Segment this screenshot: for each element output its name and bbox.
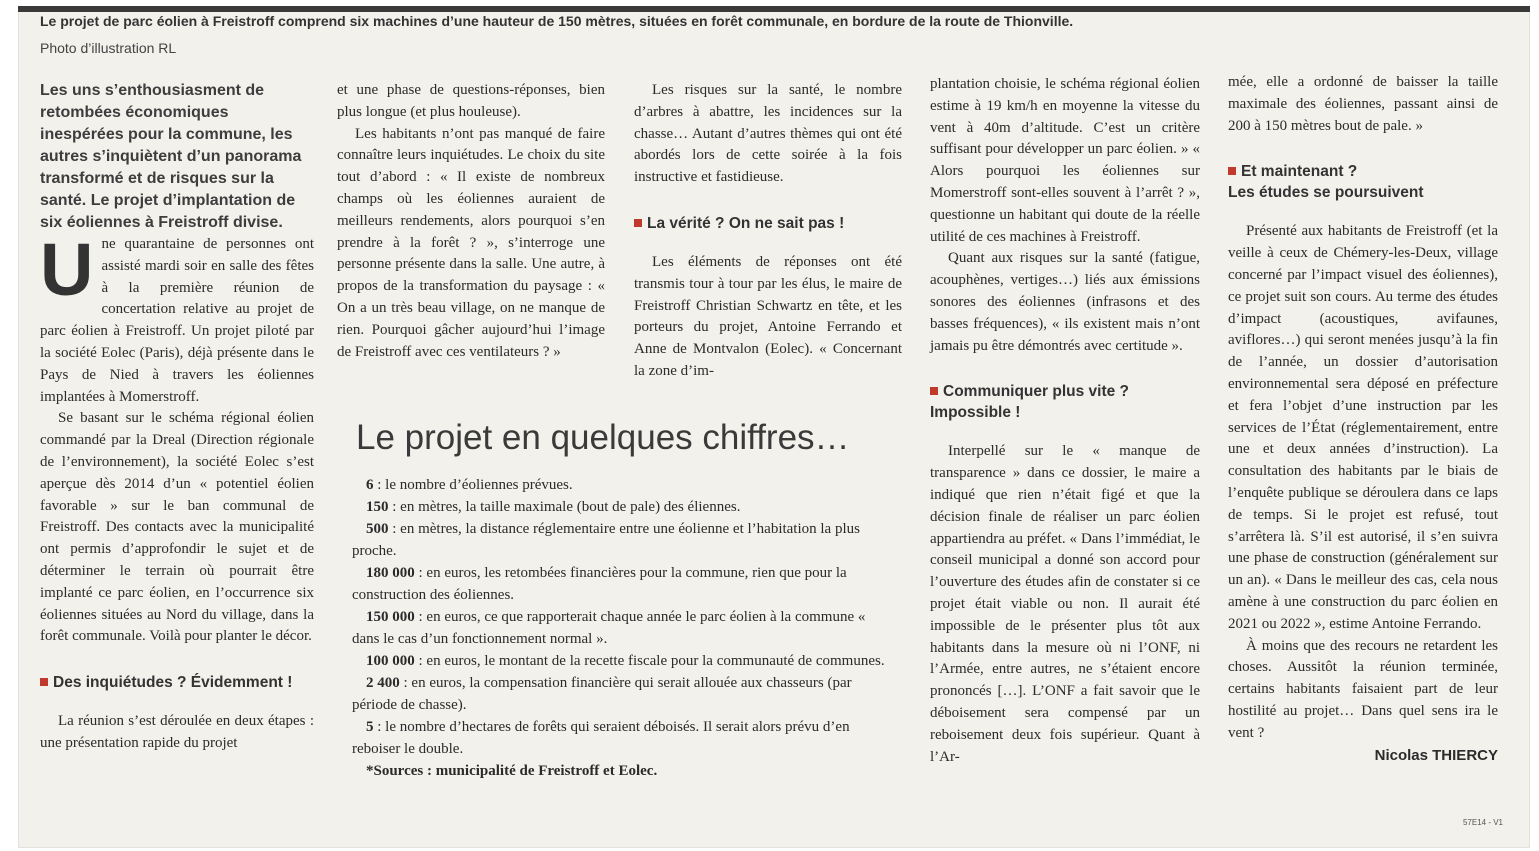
figure-item [352, 606, 896, 650]
subheading-text: Et maintenant ? [1241, 163, 1358, 181]
column-3 [634, 80, 902, 383]
drop-cap: U [40, 228, 94, 311]
figure-item [352, 474, 896, 496]
body-paragraph: Se basant sur le schéma régional éolien commandé par la Dreal (Direction régionale de l’environnement), la société Eolec s’est aperçue dès 2014 d’un « potentiel éolien favorable » sur le ban communal de Freistroff. Des contacts avec la municipalité ont permis d’approfondir le sujet et de déterminer le terrain où pourrait être implanté ce parc éolien, en l’occurrence six éoliennes situées au Nord du village, dans la forêt communale. Voilà pour planter le décor. [40, 410, 314, 645]
body-paragraph: Interpellé sur le « manque de transparence » dans ce dossier, le maire a indiqué que rien n’était figé et que la décision finale de réaliser un parc éolien appartiendra au préfet. « Dans l’immédiat, le conseil municipal a donné son accord pour l’ouverture des études afin de constater si ce projet était viable ou non. Il aurait été impossible de le présenter plus tôt aux habitants dans la mesure où ni l’ONF, ni l’Armée, entre autres, ne s’étaient encore prononcés […]. L’ONF a fait savoir que le déboisement sera compensé par un reboisement deux fois supérieur. Quant à l’Ar- [930, 443, 1200, 765]
figure-item [352, 518, 896, 562]
column-4 [930, 74, 1200, 768]
figure-text: : en euros, la compensation financière qui serait allouée aux chasseurs (par période de chasse). [352, 675, 852, 713]
body-paragraph: et une phase de questions-réponses, bien plus longue (et plus houleuse). [337, 82, 605, 120]
lead-paragraph: Les uns s’enthousiasment de retombées économiques inespérées pour la commune, les autres s’inquiètent d’un panorama transformé et de risques sur la santé. Le projet d’implantation de six éoliennes à Freistroff divise. [40, 82, 302, 231]
body-paragraph: Présenté aux habitants de Freistroff (et la veille à ceux de Chémery-les-Deux, village concerné par l’impact visuel des éoliennes), ce projet suit son cours. Au terme des études d’impact (acoustiques, avifaunes, aviflores…) qui seront menées jusqu’à la fin de l’année, un dossier d’autorisation environnemental sera déposé en préfecture et fera l’objet d’une instruction par les services de l’État (réglementairement, entre une et deux années d’instruction). La consultation des habitants par le biais de l’enquête publique se déroulera dans ce laps de temps. Si le projet est refusé, tout s’arrêtera là. S’il est autorisé, il s’en suivra une phase de construction (généralement sur un an). « Dans le meilleur des cas, cela nous amène à une construction du parc éolien en 2021 ou 2022 », estime Antoine Ferrando. [1228, 223, 1498, 632]
subheading [40, 672, 314, 693]
figure-number: 500 [366, 521, 389, 537]
figure-text: : en mètres, la distance réglementaire entre une éolienne et l’habitation la plus proche. [352, 521, 860, 559]
body-paragraph: À moins que des recours ne retardent les choses. Aussitôt la réunion terminée, certains habitants faisaient part de leur hostilité au projet… Dans quel sens ira le vent ? [1228, 637, 1498, 741]
subheading [1228, 161, 1498, 203]
figure-text: : en euros, les retombées financières pour la commune, rien que pour la construction des éoliennes. [352, 565, 847, 603]
figures-title: Le projet en quelques chiffres… [356, 418, 850, 457]
square-bullet-icon [40, 678, 48, 686]
figure-text: : en euros, le montant de la recette fiscale pour la communauté de communes. [414, 653, 885, 669]
figure-number: 5 [366, 719, 374, 735]
page-reference: 57E14 - V1 [1462, 818, 1503, 827]
body-paragraph: Les habitants n’ont pas manqué de faire connaître leurs inquiétudes. Le choix du site tout d’abord : « Il existe de nombreux champs où les éoliennes auraient de meilleurs rendements, alors pourquoi s’en prendre à la forêt ? », s’interroge une personne présente dans la salle. Une autre, à propos de la transformation du paysage : « On a un très beau village, on ne manque de rien. Pourquoi gâcher aujourd’hui l’image de Freistroff avec ces ventilateurs ? » [337, 125, 605, 360]
square-bullet-icon [1228, 167, 1236, 175]
square-bullet-icon [930, 387, 938, 395]
body-paragraph [40, 228, 314, 408]
body-paragraph: Les risques sur la santé, le nombre d’arbres à abattre, les incidences sur la chasse… Autant d’autres thèmes qui ont été abordés lors de cette soirée à la fois instructive et fastidieuse. [634, 82, 902, 186]
subheading-text: Des inquiétudes ? Évidemment ! [53, 674, 293, 692]
figure-text: : en euros, ce que rapporterait chaque année le parc éolien à la commune « dans le cas d’un fonctionnement normal ». [352, 609, 866, 647]
body-paragraph: Les éléments de réponses ont été transmis tour à tour par les élus, le maire de Freistroff Christian Schwartz en tête, et les porteurs du projet, Antoine Ferrando et Anne de Montvalon (Eolec). « Concernant la zone d’im- [634, 253, 902, 379]
paragraph-text: ne quarantaine de personnes ont assisté mardi soir en salle des fêtes à la première réunion de concertation relative au projet de parc éolien à Freistroff. Un projet piloté par la société Eolec (Paris), déjà présente dans le Pays de Nied à travers les éoliennes implantées à Momerstroff. [40, 236, 314, 405]
subheading-text: Communiquer plus vite ? Impossible ! [930, 383, 1130, 422]
figure-item [352, 716, 896, 760]
column-5 [1228, 72, 1498, 766]
figure-number: 100 000 [366, 653, 415, 669]
body-paragraph: mée, elle a ordonné de baisser la taille maximale des éoliennes, passant ainsi de 200 à 150 mètres bout de pale. » [1228, 74, 1498, 134]
author-byline: Nicolas THIERCY [1374, 746, 1498, 764]
subheading [930, 381, 1200, 423]
figure-number: 180 000 [366, 565, 415, 581]
square-bullet-icon [634, 219, 642, 227]
subheading-text: La vérité ? On ne sait pas ! [647, 214, 845, 232]
photo-caption: Le projet de parc éolien à Freistroff comprend six machines d’une hauteur de 150 mètres, situées en forêt communale, en bordure de la route de Thionville. [40, 13, 1074, 29]
body-paragraph: La réunion s’est déroulée en deux étapes : une présentation rapide du projet [40, 713, 314, 751]
subheading [634, 213, 902, 234]
subheading-text: Les études se poursuivent [1228, 184, 1424, 202]
figure-item [352, 496, 896, 518]
figures-source: *Sources : municipalité de Freistroff et Eolec. [366, 763, 658, 779]
figure-number: 150 [366, 499, 389, 515]
photo-credit: Photo d’illustration RL [40, 40, 177, 56]
figure-item [352, 672, 896, 716]
figure-text: : le nombre d’hectares de forêts qui seraient déboisés. Il serait alors prévu d’en reboiser le double. [352, 719, 850, 757]
figure-number: 6 [366, 477, 374, 493]
figure-item [352, 562, 896, 606]
body-paragraph: plantation choisie, le schéma régional éolien estime à 19 km/h en moyenne la vitesse du vent à 40m d’altitude. C’est un critère suffisant pour développer un parc éolien. » « Alors pourquoi les éoliennes sur Momerstroff sont-elles souvent à l’arrêt ? », questionne un habitant qui doute de la réelle utilité de ces machines à Freistroff. [930, 76, 1200, 245]
figures-box [352, 418, 896, 782]
figure-number: 2 400 [366, 675, 400, 691]
figure-text: : en mètres, la taille maximale (bout de pale) des éliennes. [388, 499, 741, 515]
column-1 [40, 80, 314, 755]
figure-text: : le nombre d’éoliennes prévues. [373, 477, 573, 493]
body-paragraph: Quant aux risques sur la santé (fatigue, acouphènes, vertiges…) liés aux émissions sonores des éoliennes (infrasons et des basses fréquences), « ils existent mais n’ont jamais pu être démontrés avec certitude ». [930, 250, 1200, 354]
column-2 [337, 80, 605, 363]
figures-list [352, 474, 896, 782]
figure-number: 150 000 [366, 609, 415, 625]
figure-item [352, 650, 896, 672]
